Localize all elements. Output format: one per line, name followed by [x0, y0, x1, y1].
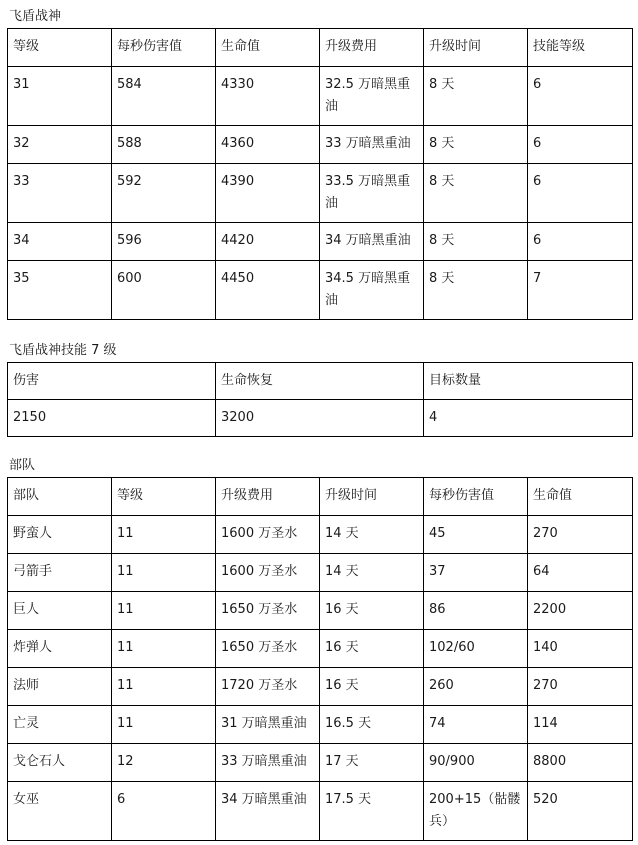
table-cell: 17.5 天: [320, 782, 424, 841]
table-cell: 1600 万圣水: [216, 554, 320, 592]
table-cell: 炸弹人: [8, 630, 112, 668]
table-cell: 260: [424, 668, 528, 706]
table-cell: 12: [112, 744, 216, 782]
table-row: [8, 223, 633, 261]
table-row: [8, 516, 633, 554]
table-header-cell: 目标数量: [424, 363, 633, 400]
table-row: [8, 782, 633, 841]
table-cell: 6: [528, 126, 633, 164]
table-cell: 33 万暗黑重油: [320, 126, 424, 164]
table-cell: 86: [424, 592, 528, 630]
table-row: [8, 668, 633, 706]
table-cell: 4360: [216, 126, 320, 164]
table-row: [8, 706, 633, 744]
table-header-cell: 生命值: [528, 478, 633, 516]
table-cell: 200+15（骷髅兵）: [424, 782, 528, 841]
table-header-cell: 生命值: [216, 29, 320, 67]
table-cell: 16 天: [320, 592, 424, 630]
table-cell: 114: [528, 706, 633, 744]
table-cell: 35: [8, 261, 112, 320]
table-cell: 戈仑石人: [8, 744, 112, 782]
table-header-row: [8, 29, 633, 67]
hero-stats-table: [7, 28, 633, 320]
table-cell: 596: [112, 223, 216, 261]
table-header-cell: 部队: [8, 478, 112, 516]
table-cell: 巨人: [8, 592, 112, 630]
table-header-cell: 升级费用: [320, 29, 424, 67]
skill-table: [7, 362, 633, 437]
table-cell: 34.5 万暗黑重油: [320, 261, 424, 320]
table-cell: 7: [528, 261, 633, 320]
table-cell: 1720 万圣水: [216, 668, 320, 706]
table-row: [8, 261, 633, 320]
table-cell: 31: [8, 67, 112, 126]
table-cell: 4330: [216, 67, 320, 126]
table-cell: 弓箭手: [8, 554, 112, 592]
table-cell: 8 天: [424, 164, 528, 223]
table-cell: 8800: [528, 744, 633, 782]
troops-section-title: 部队: [9, 458, 36, 473]
table-header-cell: 升级时间: [320, 478, 424, 516]
table-header-cell: 技能等级: [528, 29, 633, 67]
table-cell: 11: [112, 630, 216, 668]
table-cell: 34 万暗黑重油: [216, 782, 320, 841]
table-cell: 8 天: [424, 67, 528, 126]
table-cell: 600: [112, 261, 216, 320]
table-row: [8, 592, 633, 630]
table-cell: 584: [112, 67, 216, 126]
table-header-cell: 等级: [8, 29, 112, 67]
table-header-cell: 升级费用: [216, 478, 320, 516]
table-header-cell: 生命恢复: [216, 363, 424, 400]
table-cell: 33 万暗黑重油: [216, 744, 320, 782]
table-cell: 32.5 万暗黑重油: [320, 67, 424, 126]
table-cell: 16 天: [320, 668, 424, 706]
table-cell: 11: [112, 668, 216, 706]
table-cell: 11: [112, 554, 216, 592]
table-cell: 32: [8, 126, 112, 164]
table-cell: 64: [528, 554, 633, 592]
table-cell: 1650 万圣水: [216, 630, 320, 668]
table-cell: 3200: [216, 400, 424, 437]
table-cell: 16 天: [320, 630, 424, 668]
table-row: [8, 126, 633, 164]
table-header-cell: 升级时间: [424, 29, 528, 67]
table-cell: 102/60: [424, 630, 528, 668]
table-cell: 592: [112, 164, 216, 223]
table-cell: 11: [112, 516, 216, 554]
table-cell: 14 天: [320, 516, 424, 554]
table-cell: 2200: [528, 592, 633, 630]
table-cell: 34: [8, 223, 112, 261]
table-header-cell: 每秒伤害值: [112, 29, 216, 67]
table-header-cell: 每秒伤害值: [424, 478, 528, 516]
table-cell: 520: [528, 782, 633, 841]
table-cell: 女巫: [8, 782, 112, 841]
table-cell: 6: [528, 67, 633, 126]
table-cell: 588: [112, 126, 216, 164]
table-cell: 17 天: [320, 744, 424, 782]
skill-section-title: 飞盾战神技能 7 级: [9, 343, 117, 358]
table-cell: 6: [528, 164, 633, 223]
table-row: [8, 744, 633, 782]
table-cell: 74: [424, 706, 528, 744]
table-cell: 8 天: [424, 261, 528, 320]
table-row: [8, 630, 633, 668]
table-cell: 11: [112, 592, 216, 630]
table-row: [8, 164, 633, 223]
table-cell: 8 天: [424, 223, 528, 261]
table-cell: 37: [424, 554, 528, 592]
table-cell: 16.5 天: [320, 706, 424, 744]
table-cell: 33: [8, 164, 112, 223]
table-row: [8, 67, 633, 126]
troops-table: [7, 477, 633, 841]
table-header-row: [8, 478, 633, 516]
table-row: [8, 400, 633, 437]
hero-section-title: 飞盾战神: [9, 9, 62, 24]
table-cell: 33.5 万暗黑重油: [320, 164, 424, 223]
table-cell: 6: [112, 782, 216, 841]
table-cell: 亡灵: [8, 706, 112, 744]
table-cell: 1650 万圣水: [216, 592, 320, 630]
table-cell: 45: [424, 516, 528, 554]
table-cell: 4: [424, 400, 633, 437]
table-cell: 90/900: [424, 744, 528, 782]
document-page: [0, 6, 638, 841]
table-cell: 2150: [8, 400, 216, 437]
table-cell: 法师: [8, 668, 112, 706]
table-cell: 4450: [216, 261, 320, 320]
table-cell: 14 天: [320, 554, 424, 592]
table-cell: 8 天: [424, 126, 528, 164]
table-cell: 1600 万圣水: [216, 516, 320, 554]
table-header-cell: 伤害: [8, 363, 216, 400]
table-row: [8, 554, 633, 592]
table-header-cell: 等级: [112, 478, 216, 516]
table-cell: 11: [112, 706, 216, 744]
table-cell: 270: [528, 516, 633, 554]
table-cell: 野蛮人: [8, 516, 112, 554]
table-cell: 31 万暗黑重油: [216, 706, 320, 744]
table-cell: 4390: [216, 164, 320, 223]
table-cell: 4420: [216, 223, 320, 261]
table-cell: 34 万暗黑重油: [320, 223, 424, 261]
table-header-row: [8, 363, 633, 400]
table-cell: 270: [528, 668, 633, 706]
table-cell: 6: [528, 223, 633, 261]
table-cell: 140: [528, 630, 633, 668]
